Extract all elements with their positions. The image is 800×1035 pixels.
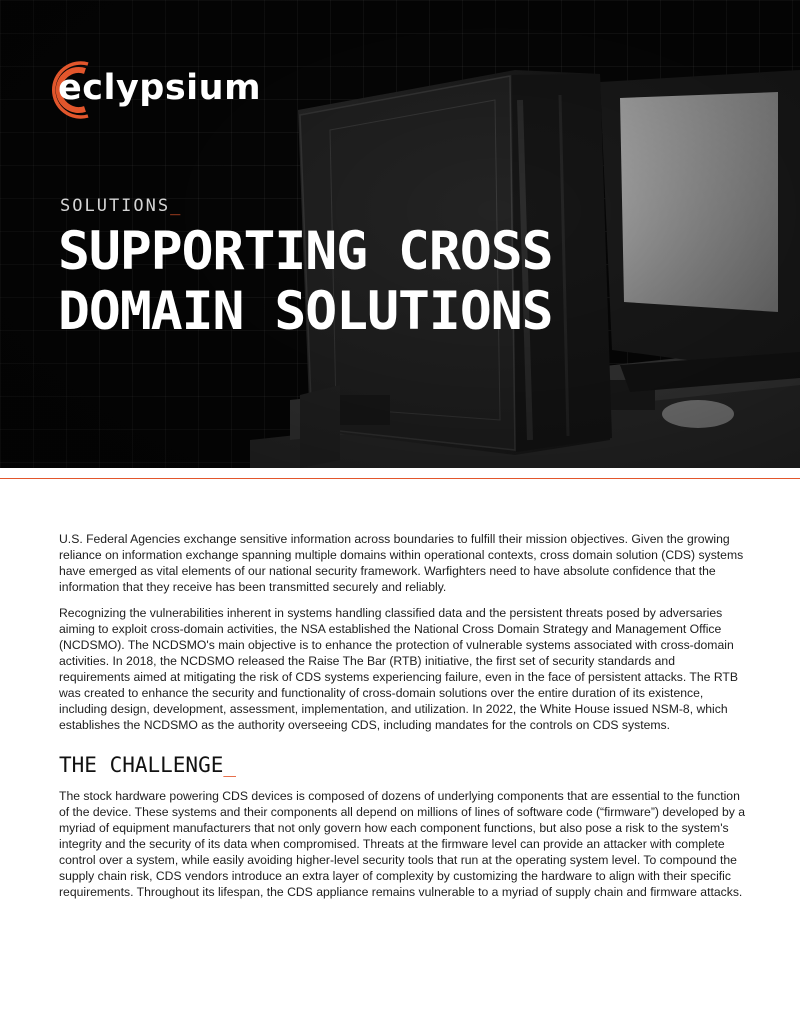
intro-paragraph: U.S. Federal Agencies exchange sensitive information across boundaries to fulfill their mission objectives. Given the growing reliance on information exchange spanning multiple domains within operational contexts, cross domain solution (CDS) systems have emerged as vital elements of our national security framework. Warfighters need to have absolute confidence that the information that they receive has been transmitted securely and reliably. bbox=[59, 532, 744, 594]
eclypsium-logo bbox=[38, 58, 278, 122]
title-line-1: SUPPORTING CROSS bbox=[58, 221, 553, 282]
accent-divider bbox=[0, 478, 800, 479]
body-content bbox=[59, 531, 749, 910]
section-kicker bbox=[60, 196, 182, 216]
challenge-paragraph: The stock hardware powering CDS devices is composed of dozens of underlying components that are essential to the function of the device. These systems and their components all depend on millions of lines of software code (“firmware”) developed by a myriad of equipment manufacturers that not only govern how each component functions, but also pose a risk to the system's integrity and the security of its data when compromised. Threats at the firmware level can provide an attacker with complete control over a system, while easily avoiding higher-level security tools that run at the operating system level. To compound the supply chain risk, CDS vendors introduce an extra layer of complexity by customizing the hardware to align with their specific requirements. Throughout its lifespan, the CDS appliance remains vulnerable to a myriad of supply chain and firmware attacks. bbox=[59, 789, 746, 899]
hero-banner bbox=[0, 0, 800, 468]
challenge-heading bbox=[59, 752, 749, 778]
title-line-2: DOMAIN SOLUTIONS bbox=[58, 281, 553, 342]
logo-wordmark: eclypsium bbox=[58, 68, 262, 108]
kicker-cursor: _ bbox=[170, 196, 183, 216]
kicker-label: SOLUTIONS bbox=[60, 196, 171, 216]
challenge-cursor: _ bbox=[223, 753, 237, 777]
page-title bbox=[58, 222, 553, 342]
challenge-heading-text: THE CHALLENGE bbox=[59, 753, 224, 777]
ncdsmo-paragraph: Recognizing the vulnerabilities inherent in systems handling classified data and the persistent threats posed by adversaries aiming to exploit cross-domain activities, the NSA established the National Cross Domain Strategy and Management Office (NCDSMO). The NCDSMO's main objective is to enhance the protection of vulnerable systems associated with cross-domain activities. In 2018, the NCDSMO released the Raise The Bar (RTB) initiative, the first set of security standards and requirements aimed at mitigating the risk of CDS systems experiencing failure, even in the face of persistent attacks. The RTB was created to enhance the security and functionality of cross-domain solutions over the entire duration of its existence, including design, development, assessment, implementation, and utilization. In 2022, the White House issued NSM-8, which establishes the NCDSMO as the authority overseeing CDS, including mandates for the controls on CDS systems. bbox=[59, 606, 738, 732]
